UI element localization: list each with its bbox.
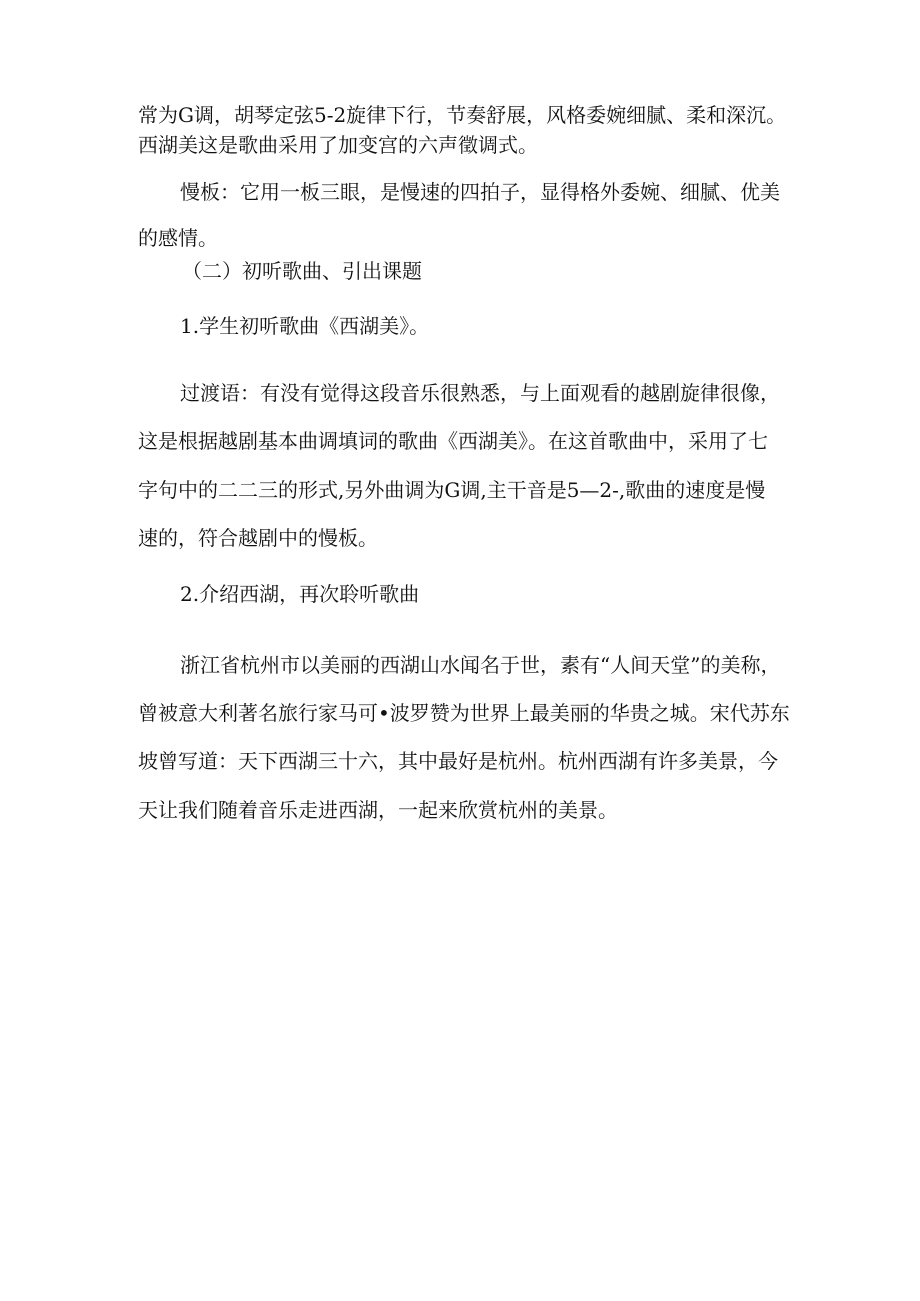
paragraph-4-line-3: 坡曾写道：天下西湖三十六，其中最好是杭州。杭州西湖有许多美景，今 — [138, 749, 778, 773]
paragraph-2-line-2: 的感情。 — [138, 226, 218, 250]
paragraph-4-line-2: 曾被意大利著名旅行家马可•波罗赞为世界上最美丽的华贵之城。宋代苏东 — [138, 701, 790, 725]
paragraph-2-line-1: 慢板：它用一板三眼，是慢速的四拍子，显得格外委婉、细腻、优美 — [180, 180, 780, 204]
paragraph-3-line-4: 速的，符合越剧中的慢板。 — [138, 526, 378, 550]
paragraph-3-line-2: 这是根据越剧基本曲调填词的歌曲《西湖美》。在这首歌曲中，采用了七 — [138, 429, 768, 453]
paragraph-1-line-1: 常为G调，胡琴定弦5-2旋律下行，节奏舒展，风格委婉细腻、柔和深沉。 — [138, 103, 787, 127]
paragraph-4-line-4: 天让我们随着音乐走进西湖，一起来欣赏杭州的美景。 — [138, 798, 618, 822]
section-heading: （二）初听歌曲、引出课题 — [182, 259, 422, 283]
paragraph-1-line-2: 西湖美这是歌曲采用了加变宫的六声徵调式。 — [138, 133, 538, 157]
list-item-2: 2.介绍西湖，再次聆听歌曲 — [180, 582, 420, 606]
list-item-1: 1.学生初听歌曲《西湖美》。 — [180, 314, 430, 338]
paragraph-3-line-1: 过渡语：有没有觉得这段音乐很熟悉，与上面观看的越剧旋律很像， — [180, 381, 780, 405]
paragraph-4-line-1: 浙江省杭州市以美丽的西湖山水闻名于世，素有“人间天堂”的美称， — [180, 653, 781, 677]
paragraph-3-line-3: 字句中的二二三的形式,另外曲调为G调,主干音是5—2-,歌曲的速度是慢 — [138, 478, 766, 502]
